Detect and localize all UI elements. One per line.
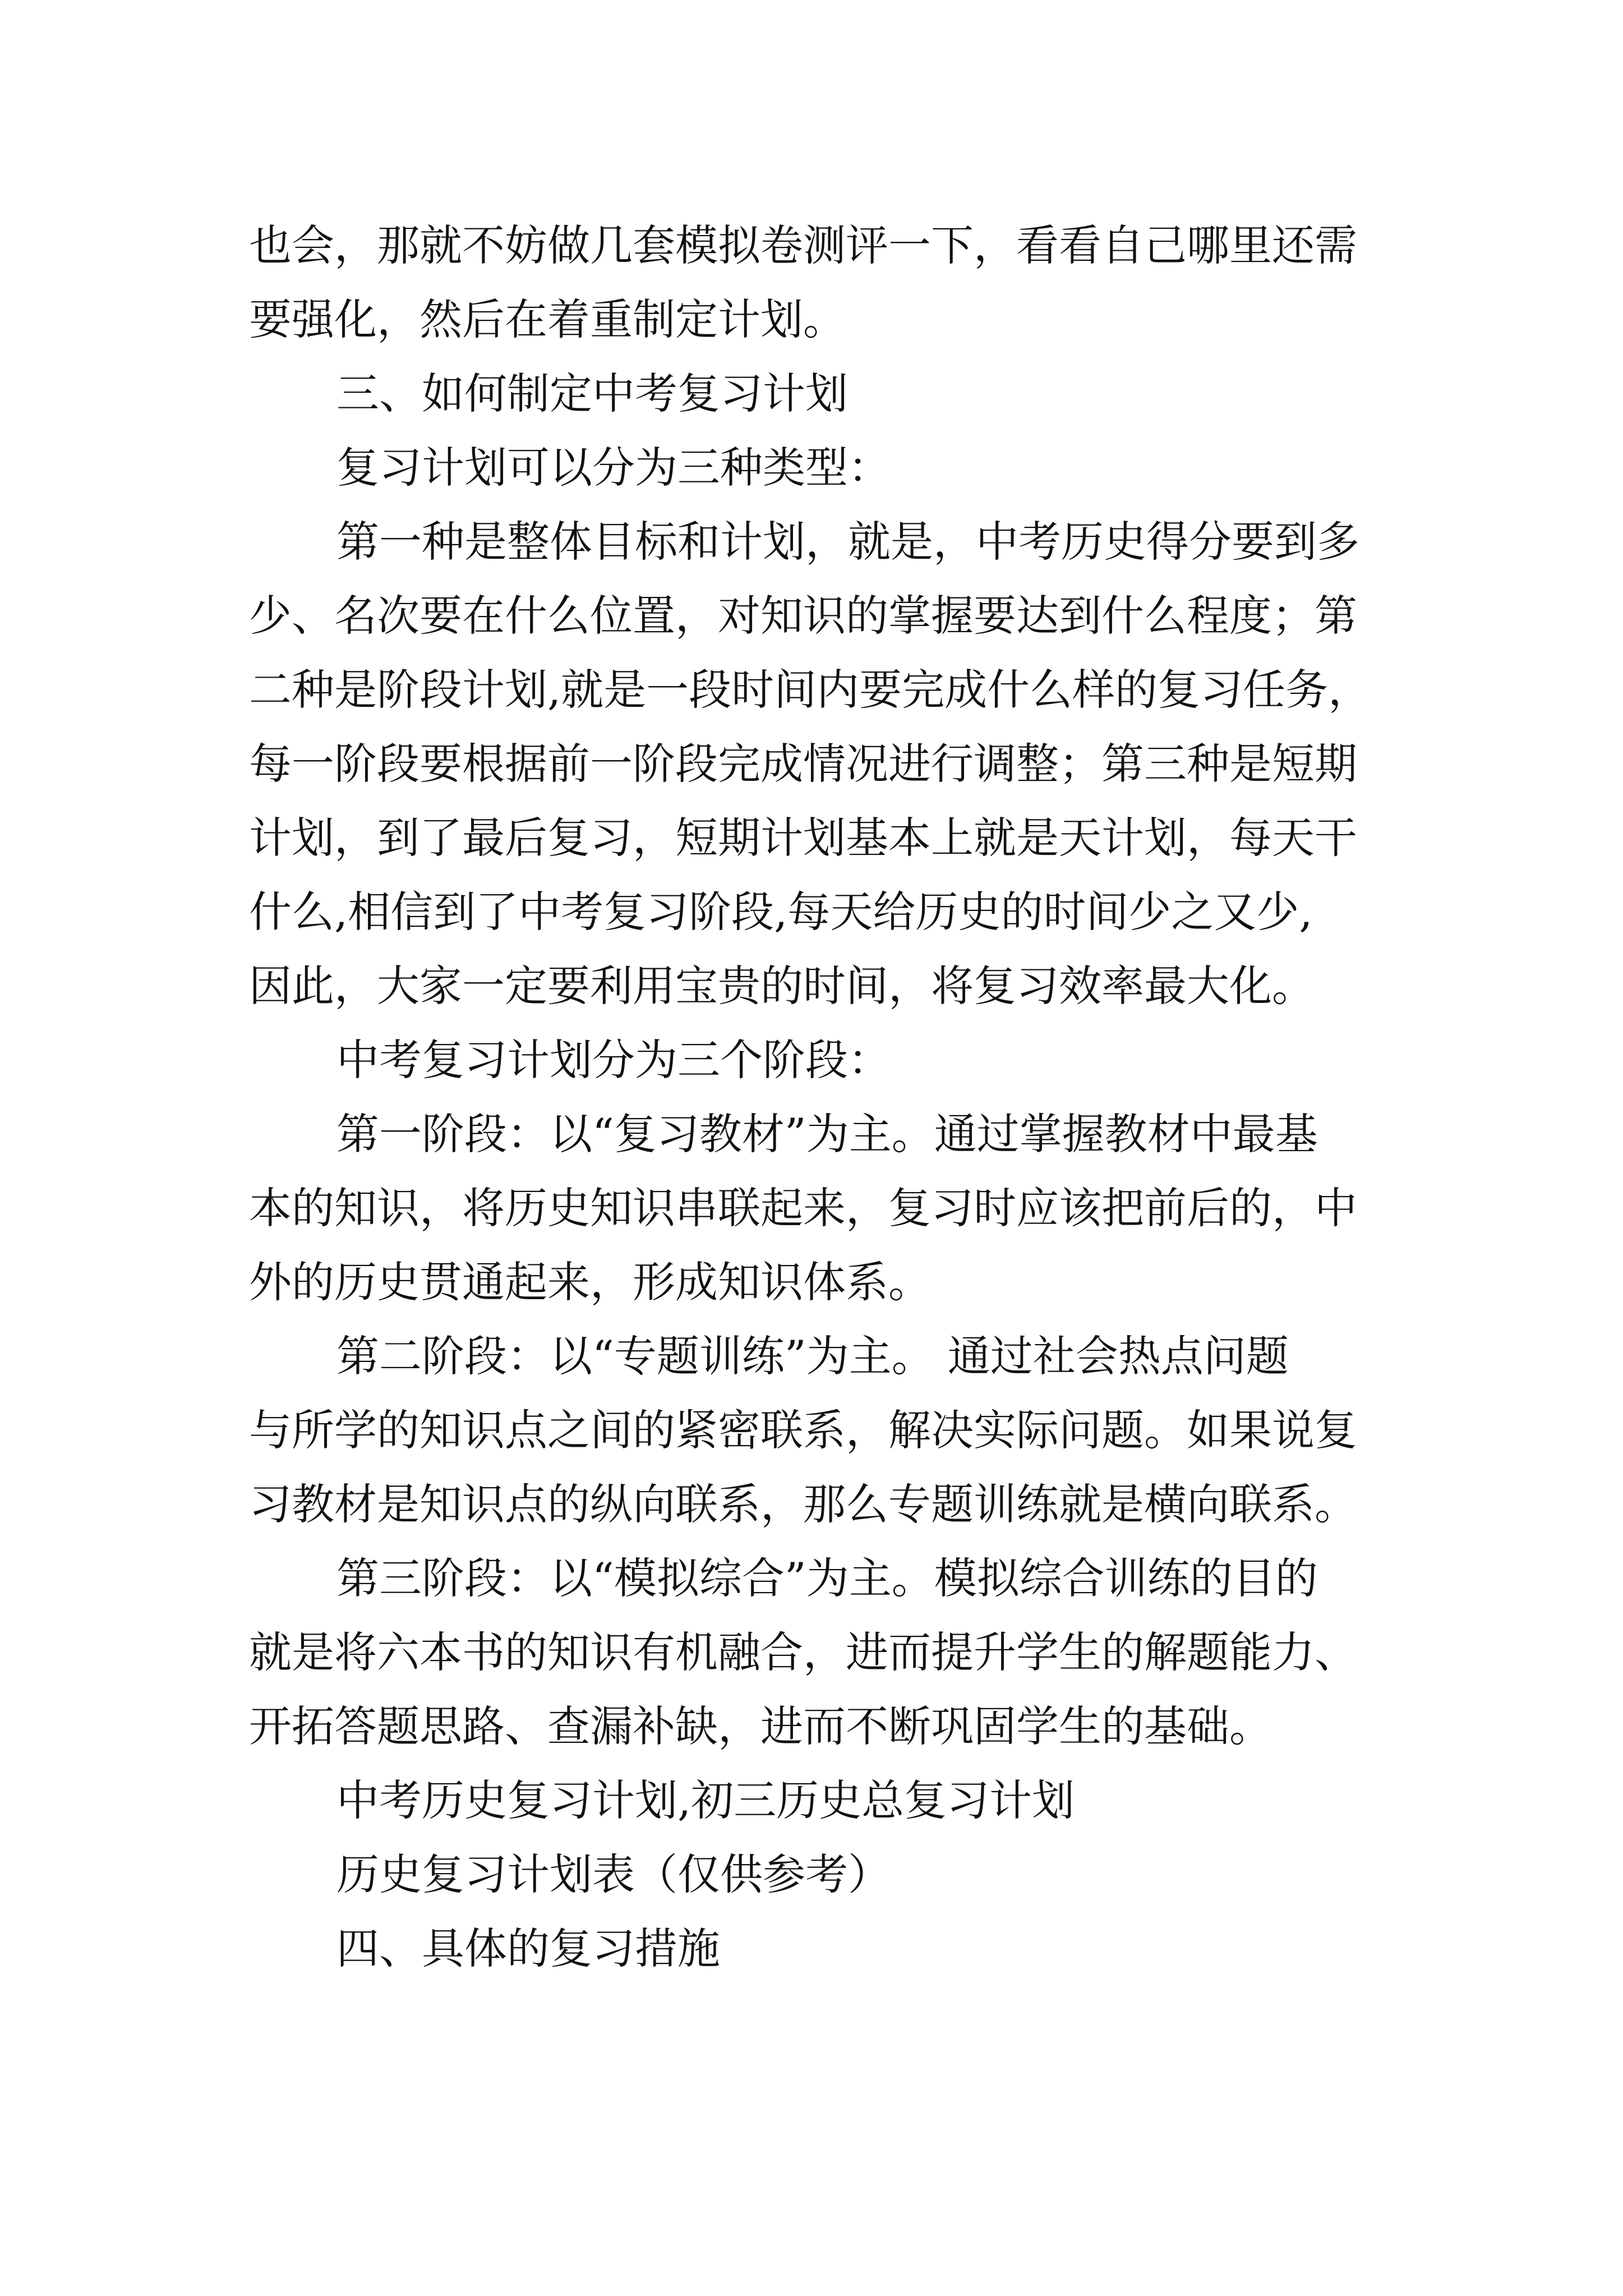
body-text-line: 二种是阶段计划,就是一段时间内要完成什么样的复习任务，: [249, 665, 1371, 715]
body-text-line: 就是将六本书的知识有机融合，进而提升学生的解题能力、: [249, 1627, 1357, 1677]
body-text-line: 本的知识，将历史知识串联起来，复习时应该把前后的，中: [249, 1183, 1357, 1233]
body-text-line: 历史复习计划表（仅供参考）: [336, 1849, 891, 1899]
body-text-line: 复习计划可以分为三种类型：: [336, 443, 891, 493]
body-text-line: 要强化，然后在着重制定计划。: [249, 295, 846, 344]
body-text-line: 因此，大家一定要利用宝贵的时间，将复习效率最大化。: [249, 961, 1315, 1011]
body-text-line: 什么,相信到了中考复习阶段,每天给历史的时间少之又少,: [249, 887, 1313, 937]
body-text-line: 少、名次要在什么位置，对知识的掌握要达到什么程度；第: [249, 591, 1357, 641]
body-text-line: 中考历史复习计划,初三历史总复习计划: [336, 1775, 1075, 1825]
body-text-line: 也会，那就不妨做几套模拟卷测评一下，看看自己哪里还需: [249, 220, 1357, 270]
body-text-line: 开拓答题思路、查漏补缺，进而不断巩固学生的基础。: [249, 1701, 1272, 1751]
body-text-line: 习教材是知识点的纵向联系，那么专题训练就是横向联系。: [249, 1479, 1357, 1529]
body-text-line: 中考复习计划分为三个阶段：: [336, 1035, 891, 1085]
body-text-line: 外的历史贯通起来，形成知识体系。: [249, 1257, 931, 1307]
body-text-line: 每一阶段要根据前一阶段完成情况进行调整；第三种是短期: [249, 739, 1357, 789]
body-text-line: 与所学的知识点之间的紧密联系，解决实际问题。如果说复: [249, 1405, 1357, 1455]
body-text-line: 计划，到了最后复习，短期计划基本上就是天计划，每天干: [249, 813, 1357, 863]
section-heading: 四、具体的复习措施: [336, 1924, 720, 1973]
body-text-line: 第一阶段：以“复习教材”为主。通过掌握教材中最基: [336, 1109, 1318, 1159]
body-text-line: 第二阶段：以“专题训练”为主。 通过社会热点问题: [336, 1331, 1289, 1381]
body-text-line: 第三阶段：以“模拟综合”为主。模拟综合训练的目的: [336, 1553, 1318, 1603]
body-text-line: 第一种是整体目标和计划，就是，中考历史得分要到多: [336, 517, 1359, 567]
section-heading: 三、如何制定中考复习计划: [336, 369, 848, 418]
